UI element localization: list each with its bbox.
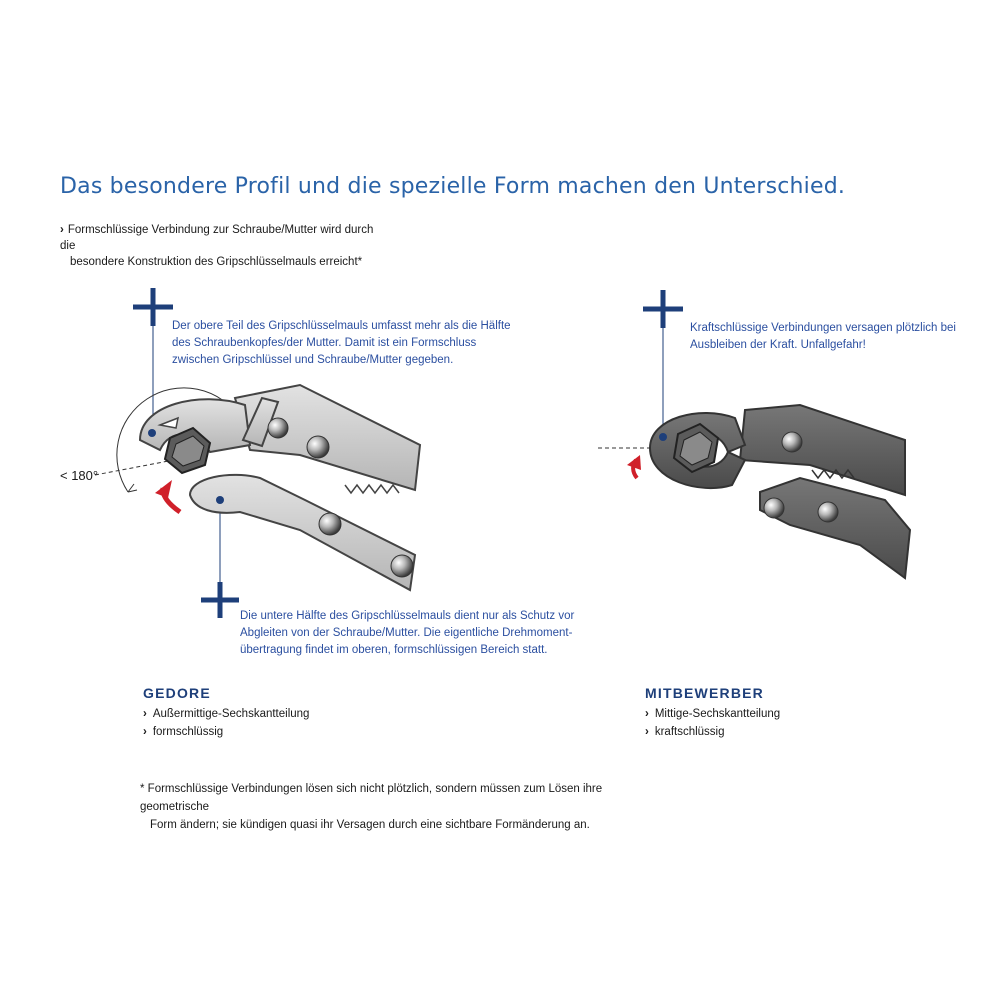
callout-top-left-line-2: des Schraubenkopfes/der Mutter. Damit ist ein Formschluss bbox=[172, 337, 477, 349]
callout-right-line-2: Ausbleiben der Kraft. Unfallgefahr! bbox=[690, 339, 866, 351]
gedore-brand: GEDORE bbox=[143, 685, 211, 701]
footnote-line-1: * Formschlüssige Verbindungen lösen sich nicht plötzlich, sondern müssen zum Lösen ihre geometrische bbox=[140, 783, 603, 813]
competitor-feature-2: › kraftschlüssig bbox=[645, 723, 780, 741]
callout-top-left-line-1: Der obere Teil des Gripschlüsselmauls umfasst mehr als die Hälfte bbox=[172, 320, 511, 332]
callout-right-line-1: Kraftschlüssige Verbindungen versagen plötzlich bei bbox=[690, 322, 956, 334]
callout-bottom-left-line-2: Abgleiten von der Schraube/Mutter. Die eigentliche Drehmoment- bbox=[240, 627, 573, 639]
callout-right bbox=[690, 320, 956, 354]
angle-label: < 180° bbox=[60, 468, 99, 483]
callout-bottom-left-line-3: übertragung findet im oberen, formschlüssigen Bereich statt. bbox=[240, 644, 548, 656]
footnote-line-2: Form ändern; sie kündigen quasi ihr Versagen durch eine sichtbare Formänderung an. bbox=[150, 819, 590, 831]
competitor-brand: MITBEWERBER bbox=[645, 685, 764, 701]
gedore-feature-2: › formschlüssig bbox=[143, 723, 309, 741]
plus-marker-bottom-left bbox=[201, 582, 239, 618]
plus-marker-top-left bbox=[133, 288, 173, 326]
intro-line-1: › Formschlüssige Verbindung zur Schraube/Mutter wird durch die bbox=[60, 224, 374, 252]
gedore-features bbox=[143, 705, 309, 741]
gedore-feature-1: › Außermittige-Sechskantteilung bbox=[143, 705, 309, 723]
callout-top-left-line-3: zwischen Gripschlüssel und Schraube/Mutter gegeben. bbox=[172, 354, 454, 366]
callout-bottom-left bbox=[240, 608, 574, 659]
plus-marker-right bbox=[643, 290, 683, 328]
page-title: Das besondere Profil und die spezielle Form machen den Unterschied. bbox=[60, 174, 846, 199]
intro-line-2: besondere Konstruktion des Gripschlüsselmauls erreicht* bbox=[70, 256, 363, 268]
competitor-features bbox=[645, 705, 780, 741]
competitor-feature-1: › Mittige-Sechskantteilung bbox=[645, 705, 780, 723]
callout-bottom-left-line-1: Die untere Hälfte des Gripschlüsselmauls dient nur als Schutz vor bbox=[240, 610, 575, 622]
callout-top-left bbox=[172, 318, 511, 369]
footnote bbox=[140, 780, 660, 834]
chevron-right-icon: › bbox=[60, 224, 64, 236]
